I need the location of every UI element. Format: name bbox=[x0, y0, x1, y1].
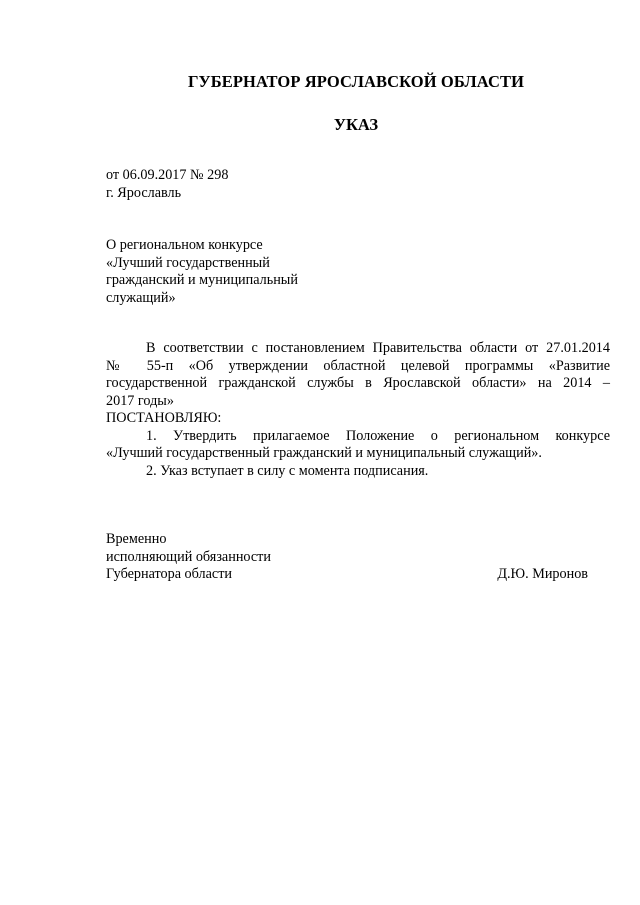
preamble-line: 2017 годы» bbox=[106, 392, 174, 409]
item-1-line: «Лучший государственный гражданский и муниципальный служащий». bbox=[106, 445, 542, 461]
preamble-line: В соответствии с постановлением Правительства области от 27.01.2014 bbox=[146, 340, 610, 356]
issuing-authority: ГУБЕРНАТОР ЯРОСЛАВСКОЙ ОБЛАСТИ bbox=[187, 72, 525, 91]
subject-line: гражданский и муниципальный bbox=[106, 272, 298, 288]
date-and-number: от 06.09.2017 № 298 bbox=[106, 167, 229, 183]
subject-line: служащий» bbox=[106, 289, 176, 306]
document-subject bbox=[106, 237, 298, 307]
resolve-clause: ПОСТАНОВЛЯЮ: bbox=[106, 410, 222, 426]
item-1-line: 1. Утвердить прилагаемое Положение о региональном конкурсе bbox=[146, 427, 610, 444]
city: г. Ярославль bbox=[106, 184, 182, 201]
subject-line: О региональном конкурсе bbox=[106, 237, 263, 253]
item-2: 2. Указ вступает в силу с момента подписания. bbox=[146, 462, 429, 479]
subject-line: «Лучший государственный bbox=[106, 254, 270, 271]
signer-title-line: Губернатора области bbox=[106, 566, 232, 582]
signer-name: Д.Ю. Миронов bbox=[497, 566, 588, 582]
signer-title-line: исполняющий обязанности bbox=[106, 548, 271, 565]
document-body bbox=[106, 340, 610, 480]
signer-title-line: Временно bbox=[106, 531, 167, 547]
document-meta bbox=[106, 167, 228, 202]
signature-row bbox=[106, 566, 588, 584]
signature-block bbox=[106, 531, 588, 584]
document-type: УКАЗ bbox=[333, 115, 379, 134]
preamble-line: № 55-п «Об утверждении областной целевой программы «Развитие bbox=[106, 357, 610, 374]
preamble-line: государственной гражданской службы в Ярославской области» на 2014 – bbox=[106, 375, 610, 391]
